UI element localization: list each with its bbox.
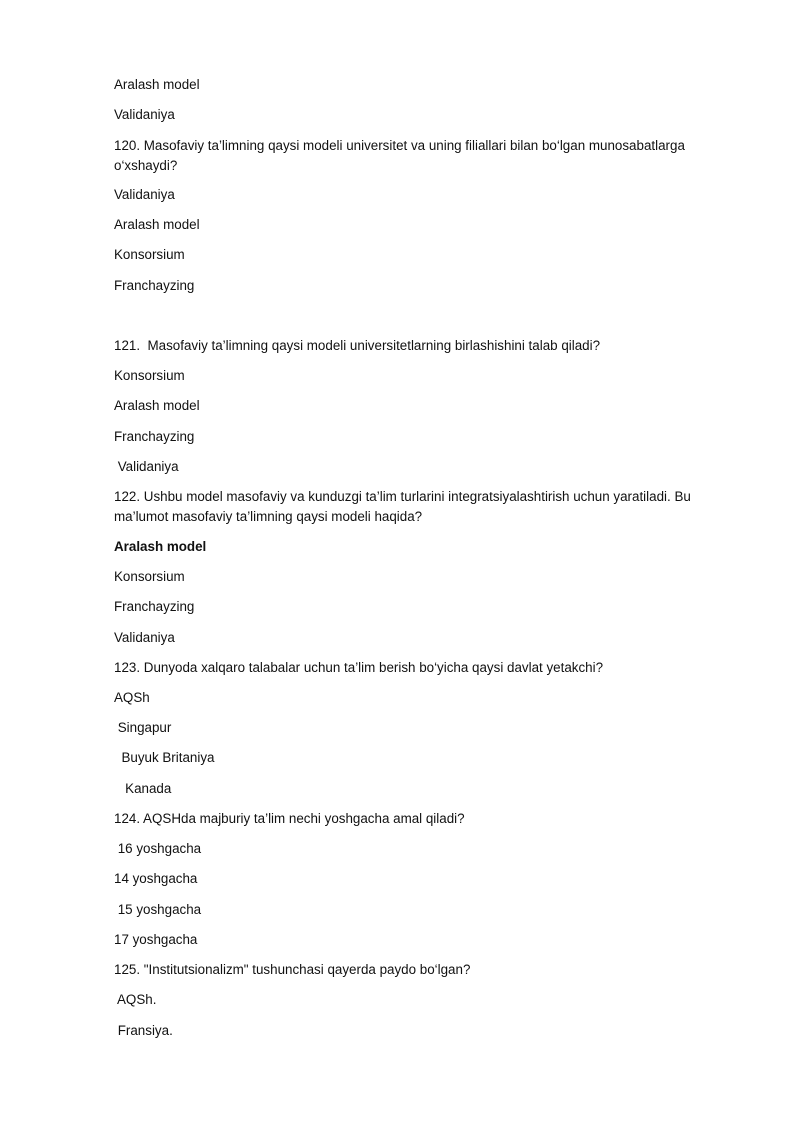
answer-option: AQSh bbox=[114, 690, 150, 705]
question-121: 121. Masofaviy ta’limning qaysi modeli universitetlarning birlashishini talab qiladi? bbox=[114, 338, 601, 353]
answer-option: 15 yoshgacha bbox=[114, 902, 202, 917]
answer-option: Konsorsium bbox=[114, 368, 185, 383]
question-125: 125. "Institutsionalizm" tushunchasi qayerda paydo bo‘lgan? bbox=[114, 962, 471, 977]
answer-option: Aralash model bbox=[114, 398, 200, 413]
question-120: 120. Masofaviy ta’limning qaysi modeli universitet va uning filiallari bilan bo‘lgan munosabatlarga o‘xshaydi? bbox=[114, 138, 685, 173]
answer-option: Franchayzing bbox=[114, 429, 195, 444]
answer-option: Franchayzing bbox=[114, 278, 195, 293]
answer-option-correct: Aralash model bbox=[114, 539, 207, 554]
answer-option: Singapur bbox=[114, 720, 172, 735]
answer-option: Fransiya. bbox=[114, 1023, 173, 1038]
answer-option: Validaniya bbox=[114, 107, 175, 122]
answer-option: 17 yoshgacha bbox=[114, 932, 198, 947]
question-124: 124. AQSHda majburiy ta’lim nechi yoshgacha amal qiladi? bbox=[114, 811, 465, 826]
answer-option: Kanada bbox=[114, 781, 172, 796]
answer-option: Buyuk Britaniya bbox=[114, 750, 215, 765]
answer-option: Konsorsium bbox=[114, 247, 185, 262]
question-122: 122. Ushbu model masofaviy va kunduzgi ta’lim turlarini integratsiyalashtirish uchun yaratiladi. Bu ma’lumot masofaviy ta’limning qaysi modeli haqida? bbox=[114, 489, 691, 524]
answer-option: AQSh. bbox=[114, 992, 157, 1007]
answer-option: Validaniya bbox=[114, 459, 179, 474]
answer-option: Konsorsium bbox=[114, 569, 185, 584]
answer-option: Validaniya bbox=[114, 630, 175, 645]
answer-option: Aralash model bbox=[114, 77, 200, 92]
answer-option: 16 yoshgacha bbox=[114, 841, 202, 856]
question-123: 123. Dunyoda xalqaro talabalar uchun ta’lim berish bo‘yicha qaysi davlat yetakchi? bbox=[114, 660, 604, 675]
answer-option: 14 yoshgacha bbox=[114, 871, 198, 886]
answer-option: Aralash model bbox=[114, 217, 200, 232]
answer-option: Franchayzing bbox=[114, 599, 195, 614]
answer-option: Validaniya bbox=[114, 187, 175, 202]
